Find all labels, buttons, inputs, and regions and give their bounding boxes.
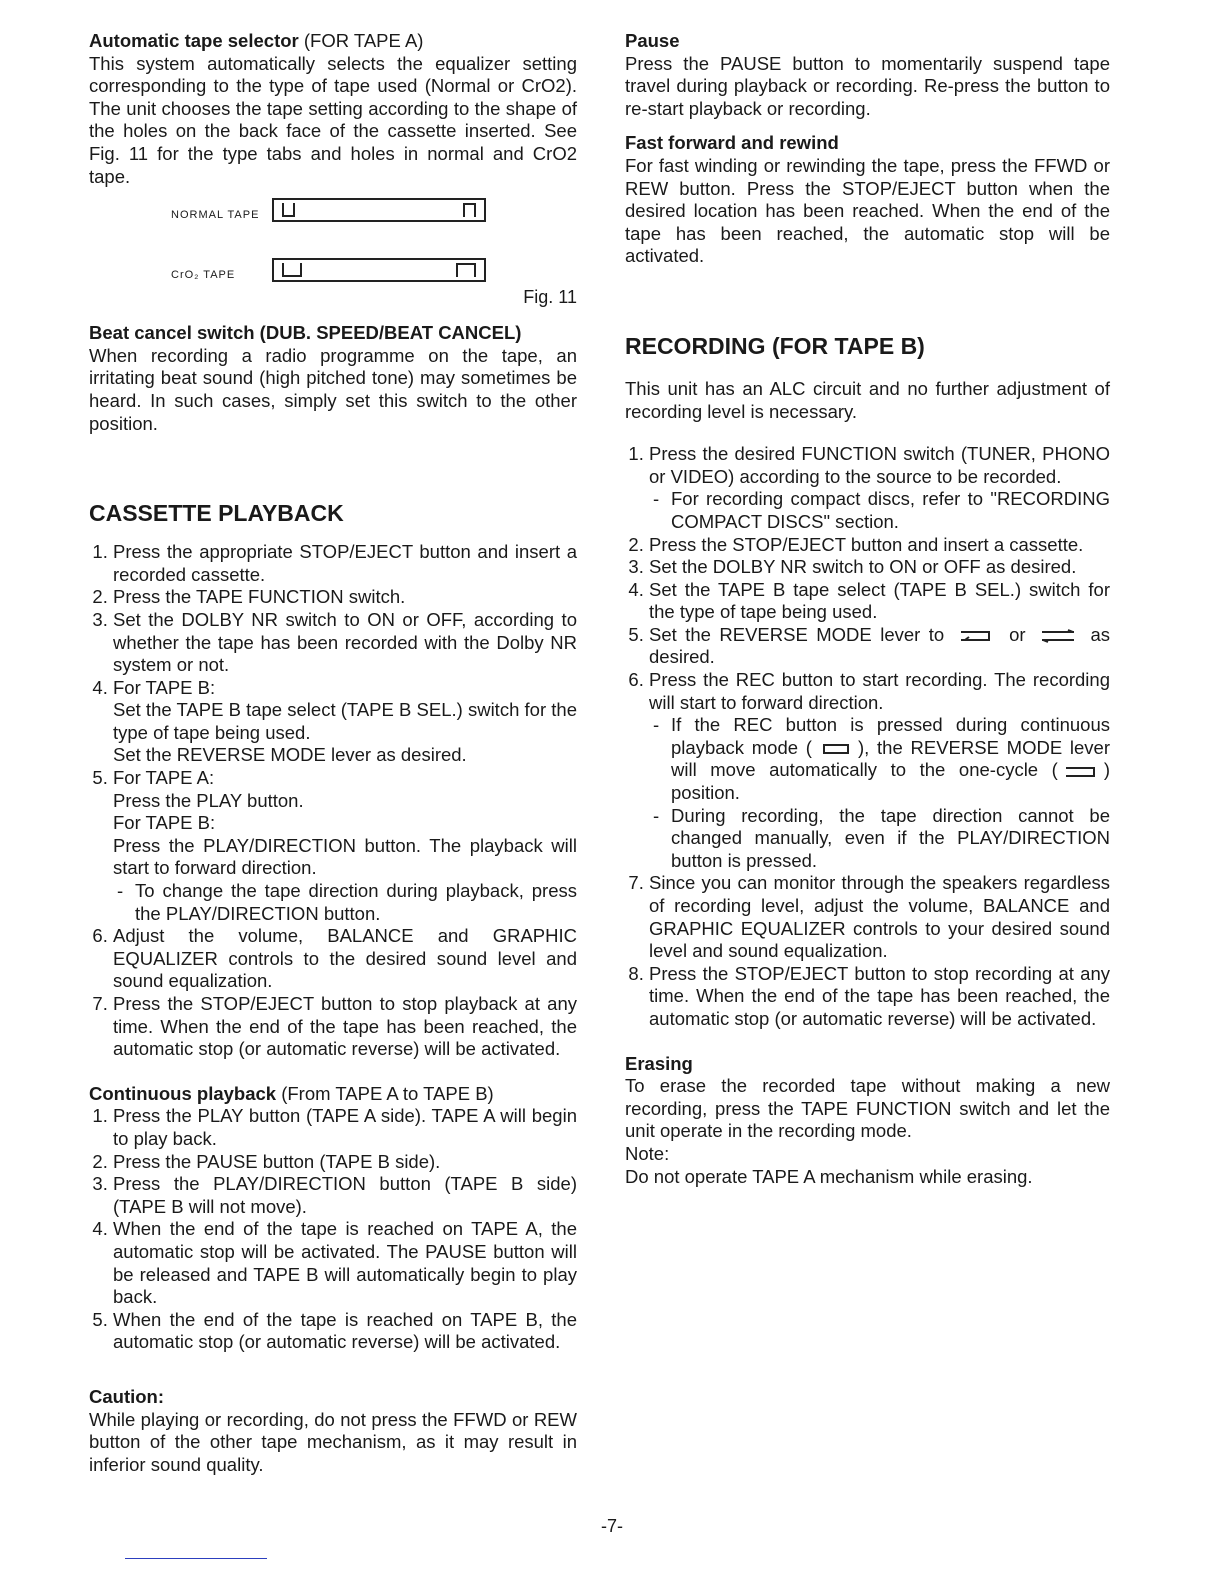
figure-caption: Fig. 11 <box>523 287 577 308</box>
tab-hole-icon <box>282 263 302 277</box>
ffwd-heading: Fast forward and rewind <box>625 132 839 154</box>
cassette-playback-heading: CASSETTE PLAYBACK <box>89 500 344 527</box>
item-line: 1. Press the desired FUNCTION switch (TUNER, PHONO or VIDEO) according to the source to be recorded. <box>649 443 1110 487</box>
item-line: 4. For TAPE B: <box>113 676 216 698</box>
continuous-reverse-icon <box>1040 629 1076 643</box>
recording-steps <box>625 443 1110 1030</box>
erasing-heading: Erasing <box>625 1052 693 1074</box>
one-cycle-reverse-icon <box>959 629 995 643</box>
sub-list <box>649 714 1110 872</box>
item-text: If the REC button is pressed during continuous playback mode ( <box>671 714 1110 758</box>
tab-hole-icon <box>463 203 476 217</box>
continuous-heading-bold: Continuous playback <box>89 1082 277 1104</box>
item-text: ) position. <box>671 759 1110 804</box>
list-item: 3. Press the PLAY/DIRECTION button (TAPE B side) (TAPE B will not move). <box>113 1173 577 1218</box>
cassette-playback-steps <box>89 541 577 1061</box>
recording-heading: RECORDING (FOR TAPE B) <box>625 332 925 359</box>
sub-list-item: - For recording compact discs, refer to "RECORDING COMPACT DISCS" section. <box>649 488 1110 533</box>
left-column <box>89 30 577 1476</box>
item-text: Set the REVERSE MODE lever to <box>649 623 945 645</box>
list-item: 8. Press the STOP/EJECT button to stop recording at any time. When the end of the tape has been reached, the automatic stop (or automatic reverse) will be activated. <box>649 963 1110 1031</box>
auto-tape-heading-rest: (FOR TAPE A) <box>303 30 424 51</box>
sub-list <box>649 488 1110 533</box>
beat-cancel-heading: Beat cancel switch (DUB. SPEED/BEAT CANCEL) <box>89 322 522 344</box>
continuous-heading-rest: (From TAPE A to TAPE B) <box>281 1082 494 1104</box>
list-item: 7. Since you can monitor through the speakers regardless of recording level, adjust the volume, BALANCE and GRAPHIC EQUALIZER controls to your desired sound level and sound equalization. <box>649 872 1110 962</box>
footer-divider <box>125 1558 267 1559</box>
list-item <box>649 443 1110 533</box>
normal-tape-diagram <box>272 198 486 222</box>
sub-list-item <box>649 714 1110 804</box>
caution-heading: Caution: <box>89 1385 165 1407</box>
cro2-tape-diagram <box>272 258 486 282</box>
tab-hole-icon <box>282 203 295 217</box>
list-item: 4. Set the TAPE B tape select (TAPE B SEL.) switch for the type of tape being used. <box>649 579 1110 624</box>
list-item: 3. Set the DOLBY NR switch to ON or OFF, according to whether the tape has been recorded with the Dolby NR system or not. <box>113 609 577 677</box>
list-item <box>649 669 1110 872</box>
erasing-note-body: Do not operate TAPE A mechanism while erasing. <box>625 1165 1033 1187</box>
sub-list-item: - During recording, the tape direction cannot be changed manually, even if the PLAY/DIRECTION button is pressed. <box>649 805 1110 873</box>
right-column <box>625 30 1110 1188</box>
erasing-body: To erase the recorded tape without making a new recording, press the TAPE FUNCTION switch and let the unit operate in the recording mode. <box>625 1075 1110 1142</box>
continuous-play-icon <box>818 742 852 756</box>
figure-11 <box>89 194 577 312</box>
item-text: as desired. <box>649 623 1110 668</box>
item-text: ), the REVERSE MODE lever will move automatically to the one-cycle ( <box>671 736 1111 781</box>
erasing-note-label: Note: <box>625 1142 670 1164</box>
item-line: Set the REVERSE MODE lever as desired. <box>113 744 467 766</box>
sub-list-item: - To change the tape direction during playback, press the PLAY/DIRECTION button. <box>113 880 577 925</box>
item-line: Press the PLAY/DIRECTION button. The playback will start to forward direction. <box>113 834 577 879</box>
one-cycle-reverse-icon <box>1064 765 1098 779</box>
list-item <box>113 677 577 767</box>
list-item <box>649 624 1110 669</box>
auto-tape-heading <box>89 30 577 53</box>
pause-heading: Pause <box>625 30 680 51</box>
list-item: 1. Press the PLAY button (TAPE A side). TAPE A will begin to play back. <box>113 1105 577 1150</box>
list-item <box>113 767 577 925</box>
list-item: 4. When the end of the tape is reached on TAPE A, the automatic stop will be activated. The PAUSE button will be released and TAPE B will automatically begin to play back. <box>113 1218 577 1308</box>
item-line: For TAPE B: <box>113 812 216 834</box>
auto-tape-heading-bold: Automatic tape selector <box>89 30 299 51</box>
ffwd-body: For fast winding or rewinding the tape, press the FFWD or REW button. Press the STOP/EJECT button when the desired location has been reached. When the end of the tape has been reached, the automatic stop will be activated. <box>625 154 1110 267</box>
page-number: -7- <box>601 1516 623 1536</box>
sub-list <box>113 880 577 925</box>
continuous-steps <box>89 1105 577 1354</box>
list-item: 7. Press the STOP/EJECT button to stop playback at any time. When the end of the tape has been reached, the automatic stop (or automatic reverse) will be activated. <box>113 993 577 1061</box>
list-item: 2. Press the PAUSE button (TAPE B side). <box>113 1151 577 1174</box>
recording-intro: This unit has an ALC circuit and no further adjustment of recording level is necessary. <box>625 377 1110 422</box>
list-item: 2. Press the STOP/EJECT button and insert a cassette. <box>649 534 1110 557</box>
list-item: 2. Press the TAPE FUNCTION switch. <box>113 586 577 609</box>
caution-body: While playing or recording, do not press the FFWD or REW button of the other tape mechanism, as it may result in inferior sound quality. <box>89 1408 577 1475</box>
normal-tape-label: NORMAL TAPE <box>171 209 260 222</box>
list-item: 3. Set the DOLBY NR switch to ON or OFF as desired. <box>649 556 1110 579</box>
continuous-heading <box>89 1083 577 1106</box>
item-text: or <box>1009 623 1026 645</box>
item-line: Press the PLAY button. <box>113 789 304 811</box>
list-item: 6. Adjust the volume, BALANCE and GRAPHIC EQUALIZER controls to the desired sound level and sound equalization. <box>113 925 577 993</box>
list-item: 5. When the end of the tape is reached on TAPE B, the automatic stop (or automatic reverse) will be activated. <box>113 1309 577 1354</box>
list-item: 1. Press the appropriate STOP/EJECT button and insert a recorded cassette. <box>113 541 577 586</box>
tab-hole-icon <box>456 263 476 277</box>
item-line: 5. For TAPE A: <box>113 767 215 789</box>
item-line: 6. Press the REC button to start recording. The recording will start to forward direction. <box>649 669 1110 713</box>
cro2-tape-label: CrO₂ TAPE <box>171 269 236 282</box>
item-line: Set the TAPE B tape select (TAPE B SEL.) switch for the type of tape being used. <box>113 699 577 743</box>
auto-tape-body: This system automatically selects the equalizer setting corresponding to the type of tape used (Normal or CrO2). The unit chooses the tape setting according to the shape of the holes on the back face of the cassette inserted. See Fig. 11 for the type tabs and holes in normal and CrO2 tape. <box>89 52 577 187</box>
pause-body: Press the PAUSE button to momentarily suspend tape travel during playback or recording. Re-press the button to re-start playback or recording. <box>625 52 1110 119</box>
beat-cancel-body: When recording a radio programme on the tape, an irritating beat sound (high pitched tone) may sometimes be heard. In such cases, simply set this switch to the other position. <box>89 344 577 434</box>
